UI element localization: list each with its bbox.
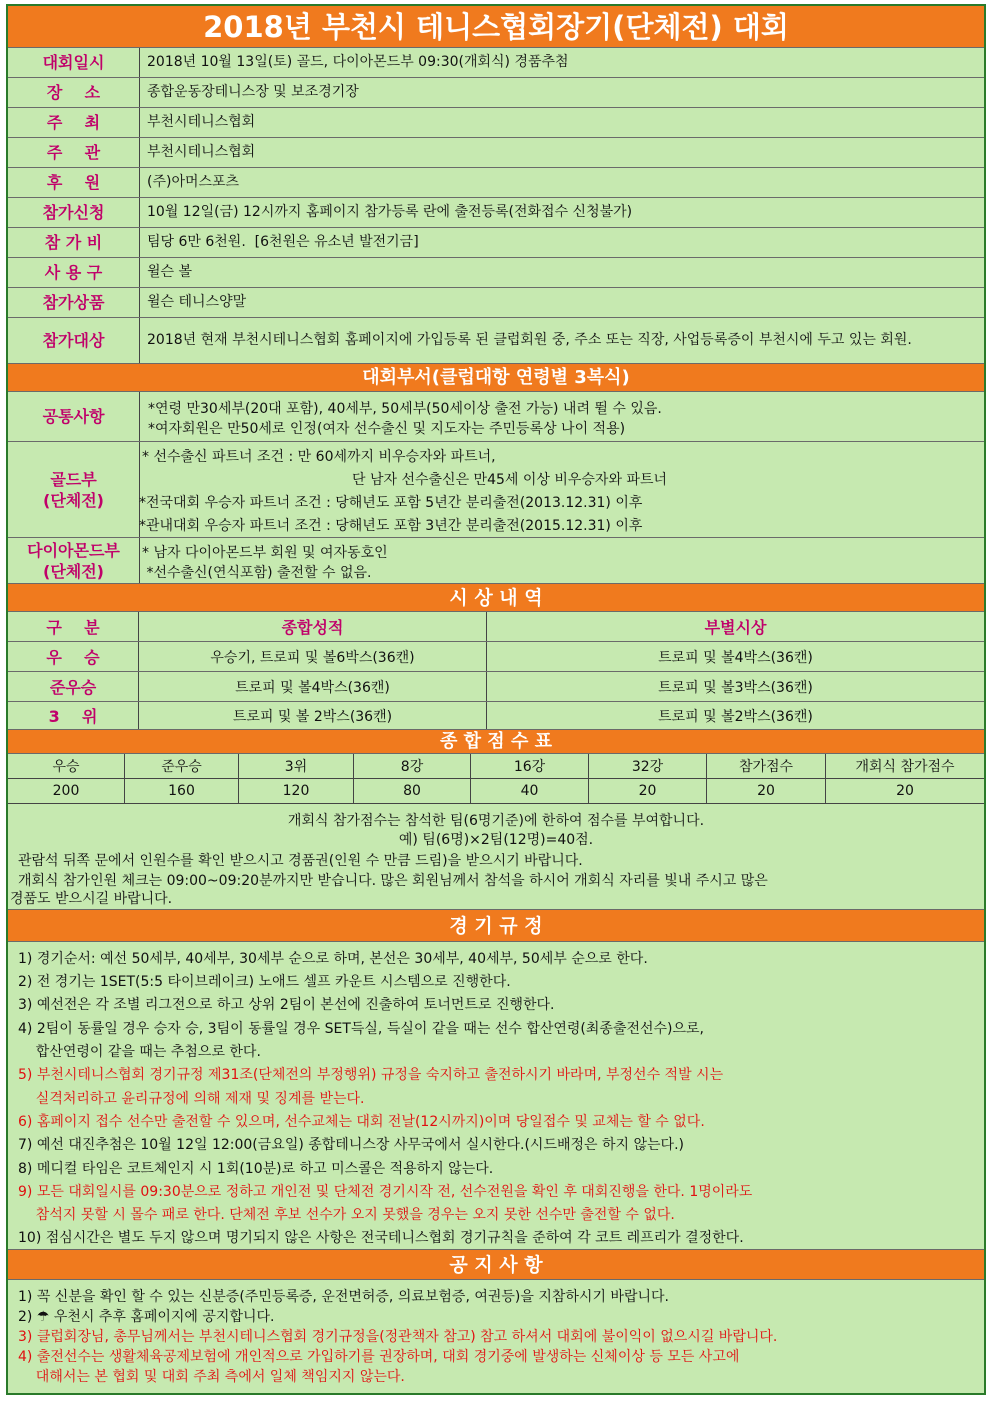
diamond-label xyxy=(8,538,140,583)
gold-label-line-2: (단체전) xyxy=(43,490,104,510)
rule-line: 실격처리하고 윤리규정에 의해 제재 및 징계를 받는다. xyxy=(18,1091,365,1107)
common-line-1: *연령 만30세부(20대 포함), 40세부, 50세부(50세이상 출전 가능) 내려 뛸 수 있음. xyxy=(148,401,662,417)
notice-line: 4) 출전선수는 생활체육공제보험에 개인적으로 가입하기를 권장하며, 대회 경기중에 발생하는 신체이상 등 모든 사고에 xyxy=(18,1349,740,1365)
score-value: 160 xyxy=(125,779,239,804)
score-col-header: 3위 xyxy=(239,754,354,779)
rule-line: 6) 홈페이지 접수 선수만 출전할 수 있으며, 선수교체는 대회 전날(12시까지)이며 당일접수 및 교체는 할 수 없다. xyxy=(18,1114,705,1130)
diamond-label-line-1: 다이아몬드부 xyxy=(27,540,120,560)
score-value: 20 xyxy=(826,779,984,804)
rule-line: 합산연령이 같을 때는 추첨으로 한다. xyxy=(18,1044,261,1060)
rules-list xyxy=(8,942,984,1250)
info-value: 종합운동장테니스장 및 보조경기장 xyxy=(147,84,359,100)
info-row-gift xyxy=(8,288,984,318)
award-overall: 트로피 및 볼 2박스(36캔) xyxy=(139,702,487,729)
award-overall: 트로피 및 볼4박스(36캔) xyxy=(139,672,487,701)
info-row-ball xyxy=(8,258,984,288)
diamond-line-1: * 남자 다이아몬드부 회원 및 여자동호인 xyxy=(142,545,388,561)
score-col-header: 8강 xyxy=(354,754,471,779)
score-col-header: 32강 xyxy=(589,754,707,779)
rule-line: 8) 메디컬 타임은 코트체인지 시 1회(10분)로 하고 미스콜은 적용하지 않는다. xyxy=(18,1161,494,1177)
poster-title xyxy=(8,6,984,48)
notice-header-text: 공 지 사 항 xyxy=(449,1254,543,1276)
rule-line: 7) 예선 대진추첨은 10월 12일 12:00(금요일) 종합테니스장 사무국에서 실시한다.(시드배정은 하지 않는다.) xyxy=(18,1137,684,1153)
notice-line: 2) ☂ 우천시 추후 홈페이지에 공지합니다. xyxy=(18,1309,275,1325)
award-overall: 우승기, 트로피 및 볼6박스(36캔) xyxy=(139,642,487,671)
division-header xyxy=(8,364,984,392)
gold-line-3: *전국대회 우승자 파트너 조건 : 당해년도 포함 5년간 분리출전(2013.12.31) 이후 xyxy=(139,495,643,511)
gold-line-1: * 선수출신 파트너 조건 : 만 60세까지 비우승자와 파트너, xyxy=(142,449,496,465)
score-col-header: 참가점수 xyxy=(707,754,826,779)
awards-col-overall: 종합성적 xyxy=(139,612,487,641)
info-row-fee xyxy=(8,228,984,258)
award-division: 트로피 및 볼4박스(36캔) xyxy=(658,649,813,666)
awards-col-division: 부별시상 xyxy=(704,618,767,637)
rule-line: 5) 부천시테니스협회 경기규정 제31조(단체전의 부정행위) 규정을 숙지하고 출전하시기 바라며, 부정선수 적발 시는 xyxy=(18,1067,724,1083)
info-label: 주 관 xyxy=(8,138,140,167)
award-rank: 우 승 xyxy=(8,642,139,671)
awards-header-text: 시 상 내 역 xyxy=(449,587,543,609)
notice-line: 1) 꼭 신분을 확인 할 수 있는 신분증(주민등록증, 운전면허증, 의료보험증, 여권등)을 지참하시기 바랍니다. xyxy=(18,1289,669,1305)
info-row-date xyxy=(8,48,984,78)
division-gold xyxy=(8,442,984,538)
division-header-text: 대회부서(클럽대항 연령별 3복식) xyxy=(362,367,630,388)
info-value: 2018년 현재 부천시테니스협회 홈페이지에 가입등록 된 클럽회원 중, 주소 또는 직장, 사업등록증이 부천시에 두고 있는 회원. xyxy=(147,332,912,348)
awards-row-2 xyxy=(8,672,984,702)
score-col-header: 개회식 참가점수 xyxy=(826,754,984,779)
info-value: 2018년 10월 13일(토) 골드, 다이아몬드부 09:30(개회식) 경품추첨 xyxy=(147,54,569,70)
gold-line-2: 단 남자 선수출신은 만45세 이상 비우승자와 파트너 xyxy=(352,472,667,488)
notice-line: 대해서는 본 협회 및 대회 주최 측에서 일체 책임지지 않는다. xyxy=(18,1369,405,1385)
info-label: 주 최 xyxy=(8,108,140,137)
info-label: 사 용 구 xyxy=(8,258,140,287)
info-label: 참가대상 xyxy=(8,318,140,363)
info-value: 팀당 6만 6천원. [6천원은 유소년 발전기금] xyxy=(147,234,419,250)
rule-line: 4) 2팀이 동률일 경우 승자 승, 3팀이 동률일 경우 SET득실, 득실이 같을 때는 선수 합산연령(최종출전선수)으로, xyxy=(18,1021,705,1037)
info-label: 후 원 xyxy=(8,168,140,197)
score-col-header: 우승 xyxy=(8,754,125,779)
info-row-organizer xyxy=(8,138,984,168)
rule-line: 3) 예선전은 각 조별 리그전으로 하고 상위 2팀이 본선에 진출하여 토너먼트로 진행한다. xyxy=(18,997,555,1013)
score-col-header: 준우승 xyxy=(125,754,239,779)
notice-list xyxy=(8,1280,984,1393)
info-value: (주)아머스포츠 xyxy=(147,174,240,190)
score-value: 80 xyxy=(354,779,471,804)
gold-label-line-1: 골드부 xyxy=(50,469,97,489)
info-value: 부천시테니스협회 xyxy=(147,114,256,130)
division-diamond xyxy=(8,538,984,584)
info-value: 윌슨 테니스양말 xyxy=(147,294,247,310)
poster-frame xyxy=(6,4,986,1395)
info-row-host xyxy=(8,108,984,138)
info-label: 대회일시 xyxy=(8,48,140,77)
info-row-application xyxy=(8,198,984,228)
common-line-2: *여자회원은 만50세로 인정(여자 선수출신 및 지도자는 주민등록상 나이 적용) xyxy=(148,421,626,437)
rule-line: 9) 모든 대회일시를 09:30분으로 정하고 개인전 및 단체전 경기시작 전, 선수전원을 확인 후 대회진행을 한다. 1명이라도 xyxy=(18,1184,753,1200)
score-value: 20 xyxy=(707,779,826,804)
awards-row-1 xyxy=(8,642,984,672)
info-value: 10월 12일(금) 12시까지 홈페이지 참가등록 란에 출전등록(전화접수 신청불가) xyxy=(147,204,633,220)
notice-line: 3) 클럽회장님, 총무님께서는 부천시테니스협회 경기규정을(정관책자 참고) 참고 하셔서 대회에 불이익이 없으시길 바랍니다. xyxy=(18,1329,778,1345)
score-notes xyxy=(8,804,984,910)
notice-header xyxy=(8,1250,984,1280)
award-division: 트로피 및 볼2박스(36캔) xyxy=(658,708,813,725)
score-note-2: 예) 팀(6명)×2팀(12명)=40점. xyxy=(398,832,594,848)
diamond-line-2: *선수출신(연식포함) 출전할 수 없음. xyxy=(142,565,372,581)
info-label: 참 가 비 xyxy=(8,228,140,257)
info-label: 장 소 xyxy=(8,78,140,107)
score-note-3: 관람석 뒤쪽 문에서 인원수를 확인 받으시고 경품권(인원 수 만큼 드림)을 받으시기 바랍니다. xyxy=(18,853,583,869)
info-value: 부천시테니스협회 xyxy=(147,144,256,160)
score-header-text: 종 합 점 수 표 xyxy=(439,731,552,752)
awards-header-row xyxy=(8,612,984,642)
rule-line: 1) 경기순서: 예선 50세부, 40세부, 30세부 순으로 하며, 본선은 30세부, 40세부, 50세부 순으로 한다. xyxy=(18,951,648,967)
title-text: 2018년 부천시 테니스협회장기(단체전) 대회 xyxy=(203,10,789,44)
info-label: 참가신청 xyxy=(8,198,140,227)
score-value: 40 xyxy=(471,779,589,804)
diamond-label-line-2: (단체전) xyxy=(43,561,104,581)
gold-line-4: *관내대회 우승자 파트너 조건 : 당해년도 포함 3년간 분리출전(2015.12.31) 이후 xyxy=(139,518,643,534)
score-table xyxy=(8,754,984,804)
info-label: 참가상품 xyxy=(8,288,140,317)
award-rank: 3 위 xyxy=(8,702,139,729)
common-label: 공통사항 xyxy=(8,392,140,441)
awards-row-3 xyxy=(8,702,984,730)
gold-label xyxy=(8,442,140,537)
score-value: 20 xyxy=(589,779,707,804)
score-header xyxy=(8,730,984,754)
award-division: 트로피 및 볼3박스(36캔) xyxy=(658,679,813,696)
score-note-1: 개회식 참가점수는 참석한 팀(6명기준)에 한하여 점수를 부여합니다. xyxy=(287,813,705,829)
rule-line: 2) 전 경기는 1SET(5:5 타이브레이크) 노애드 셀프 카운트 시스템으로 진행한다. xyxy=(18,974,511,990)
info-row-eligibility xyxy=(8,318,984,364)
awards-header xyxy=(8,584,984,612)
score-col-header: 16강 xyxy=(471,754,589,779)
awards-col-rank: 구 분 xyxy=(8,612,139,641)
division-common xyxy=(8,392,984,442)
info-value: 윌슨 볼 xyxy=(147,264,193,280)
rules-header xyxy=(8,910,984,942)
award-rank: 준우승 xyxy=(8,672,139,701)
score-value: 120 xyxy=(239,779,354,804)
info-row-venue xyxy=(8,78,984,108)
score-note-5: 경품도 받으시길 바랍니다. xyxy=(10,891,173,907)
rule-line: 참석지 못할 시 몰수 패로 한다. 단체전 후보 선수가 오지 못했을 경우는 오지 못한 선수만 출전할 수 없다. xyxy=(18,1207,675,1223)
score-note-4: 개회식 참가인원 체크는 09:00~09:20분까지만 받습니다. 많은 회원님께서 참석을 하시어 개회식 자리를 빛내 주시고 많은 xyxy=(18,873,768,889)
rules-header-text: 경 기 규 정 xyxy=(449,915,543,937)
score-value: 200 xyxy=(8,779,125,804)
rule-line: 10) 점심시간은 별도 두지 않으며 명기되지 않은 사항은 전국테니스협회 경기규칙을 준하여 각 코트 레프리가 결정한다. xyxy=(18,1230,744,1246)
info-row-sponsor xyxy=(8,168,984,198)
